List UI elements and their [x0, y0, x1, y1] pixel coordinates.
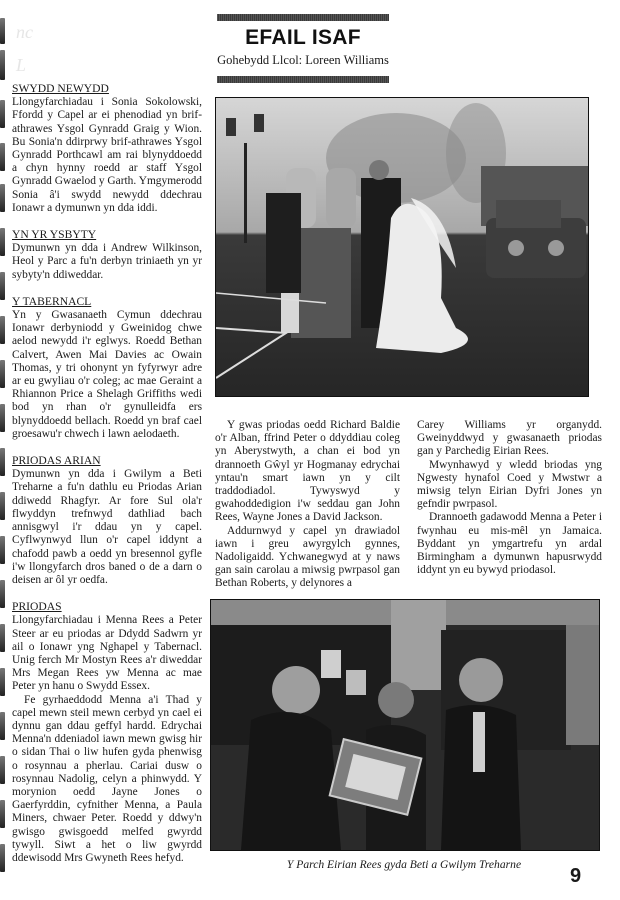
section-heading: PRIODAS ARIAN [12, 454, 101, 468]
margin-mark [0, 844, 5, 872]
margin-mark [0, 360, 5, 388]
section-y-tabernacl [12, 295, 202, 441]
paragraph: Mwynhawyd y wledd briodas yng Ngwesty hynafol Coed y Mwstwr a miwsig telyn Eirian Dyfri Jones yn gefndir pwrpasol. [417, 458, 602, 511]
paragraph: Yn y Gwasanaeth Cymun ddechrau Ionawr derbyniodd y Gweinidog chwe aelod newydd i'r eglwys. Roedd Bethan Calvert, Awen Mai Davies ac Owain Thomas, y tri ohonynt yn fyfyrwyr adre ar eu gwyliau o'r coleg; ac mae Geraint a Rhiannon Price a Shelagh Griffiths wedi bod yn rhan o'r gynulleidfa ers blynyddoedd bellach. Roedd yn braf cael groesawu'r chwech i lawn aelodaeth. [12, 309, 202, 440]
paragraph: Dymunwn yn dda i Gwilym a Beti Treharne a fu'n dathlu eu Priodas Arian ddiwedd Rhagfyr. Ar fore Sul ola'r flwyddyn trefnwyd dathliad bach annisgwyl i'r ddau yn y capel. Cyflwynwyd llun o'r capel iddynt a chafodd pawb a oedd yn bresennol gyfle i'w llongyfarch dros baned o de a darn o deisen ar ôl yr oedfa. [12, 468, 202, 586]
header-rule-bottom [217, 76, 389, 83]
section-heading: YN YR YSBYTY [12, 228, 97, 242]
margin-mark [0, 756, 5, 784]
section-swydd-newydd [12, 82, 202, 215]
paragraph: Dymunwn yn dda i Andrew Wilkinson, Heol y Parc a fu'n derbyn triniaeth yn yr sybyty'n ddiweddar. [12, 242, 202, 281]
paragraph: Llongyfarchiadau i Menna Rees a Peter Steer ar eu priodas ar Ddydd Sadwrn yr ail o Ionawr yng Nghapel y Tabernacl. Unig ferch Mr Mostyn Rees a'r diweddar Mrs Megan Rees yw Menna ac mae Peter yn hanu o Swydd Essex. [12, 614, 202, 693]
paragraph: Llongyfarchiadau i Sonia Sokolowski, Ffordd y Capel ar ei phenodiad yn brif-athrawes Ysgol Gynradd Graig y Wion. Bu Sonia'n ddirprwy brif-athrawes Ysgol Gynradd Porthcawl am rai blynyddoedd a chyn hynny roedd ar staff Ysgol Gynradd Gwaelod y Garth. Ymgymerodd Sonia â'i swydd newydd ddechrau Ionawr a dymunwn yn dda iddi. [12, 96, 202, 214]
show-through-text: nc [16, 22, 33, 42]
margin-mark [0, 536, 5, 564]
margin-mark [0, 50, 5, 80]
margin-mark [0, 100, 5, 128]
article-byline: Gohebydd Llcol: Loreen Williams [217, 53, 389, 67]
paragraph: Fe gyrhaeddodd Menna a'i Thad y capel mewn steil mewn cerbyd yn cael ei dynnu gan ddau geffyl hardd. Edrychai Menna'n ddeniadol iawn mewn gwisg hir o sidan Thai o liw hufen gyda phenwisg o rosynnau a pherlau. Cariai dusw o rosynnau Nadolig, celyn a phinwydd. Y morynion oedd Jayne Jones o Gaerfyrddin, cyfnither Menna, a Paula Miners, chwaer Peter. Roedd y ddwy'n gwisgo gwisgoedd melfed gwyrdd tywyll. Siwt a het o liw gwyrdd ddewisodd Mrs Gwyneth Rees hefyd. [12, 693, 202, 864]
margin-mark [0, 668, 5, 696]
wedding-photo-image [216, 98, 588, 396]
margin-mark [0, 712, 5, 740]
page-number: 9 [570, 865, 582, 887]
margin-mark [0, 316, 5, 344]
margin-mark [0, 492, 5, 520]
margin-mark [0, 800, 5, 828]
margin-mark [0, 18, 5, 44]
photo-caption: Y Parch Eirian Rees gyda Beti a Gwilym Treharne [286, 858, 522, 871]
section-heading: Y TABERNACL [12, 294, 92, 308]
header-rule-top [217, 14, 389, 21]
margin-mark [0, 228, 5, 256]
margin-mark [0, 184, 5, 212]
margin-mark [0, 448, 5, 476]
left-column [12, 82, 202, 878]
margin-mark [0, 580, 5, 608]
show-through-text: L [16, 55, 27, 75]
paragraph: Carey Williams yr organydd. Gweinyddwyd y gwasanaeth priodas gan y Parchedig Eirian Rees. [417, 419, 602, 458]
margin-mark [0, 143, 5, 171]
paragraph: Y gwas priodas oedd Richard Baldie o'r Alban, ffrind Peter o ddyddiau coleg yn Aberystwyth, a chan ei bod yn drannoeth Gŵyl yr Hogmanay edrychai yntau'n smart iawn yn y cilt traddodiadol. Tywyswyd y gwahoddedigion i'w seddau gan John Rees, Wayne Jones a David Jackson. [215, 419, 400, 524]
margin-mark [0, 624, 5, 652]
wedding-photo [215, 97, 589, 397]
middle-column [215, 419, 400, 591]
article-header [217, 14, 389, 83]
article-title: EFAIL ISAF [245, 26, 361, 49]
presentation-photo-image [211, 600, 599, 850]
paragraph: Addurnwyd y capel yn drawiadol iawn i greu awyrgylch gynnes, Nadoligaidd. Ychwanegwyd at y naws gan sain carolau a miwsig pwrpasol gan Bethan Roberts, y delynores a [215, 524, 400, 590]
section-priodas-arian [12, 454, 202, 587]
section-heading: PRIODAS [12, 600, 62, 614]
section-yn-yr-ysbyty [12, 228, 202, 282]
margin-mark [0, 272, 5, 300]
section-priodas [12, 600, 202, 865]
paragraph: Drannoeth gadawodd Menna a Peter i fwynhau eu mis-mêl yn Jamaica. Byddant yn ymgartrefu yn ardal Birmingham a dymunwn hapusrwydd iddynt yn eu bywyd priodasol. [417, 511, 602, 577]
section-heading: SWYDD NEWYDD [12, 82, 109, 95]
presentation-photo [210, 599, 600, 851]
margin-mark [0, 404, 5, 432]
right-column [417, 419, 602, 577]
